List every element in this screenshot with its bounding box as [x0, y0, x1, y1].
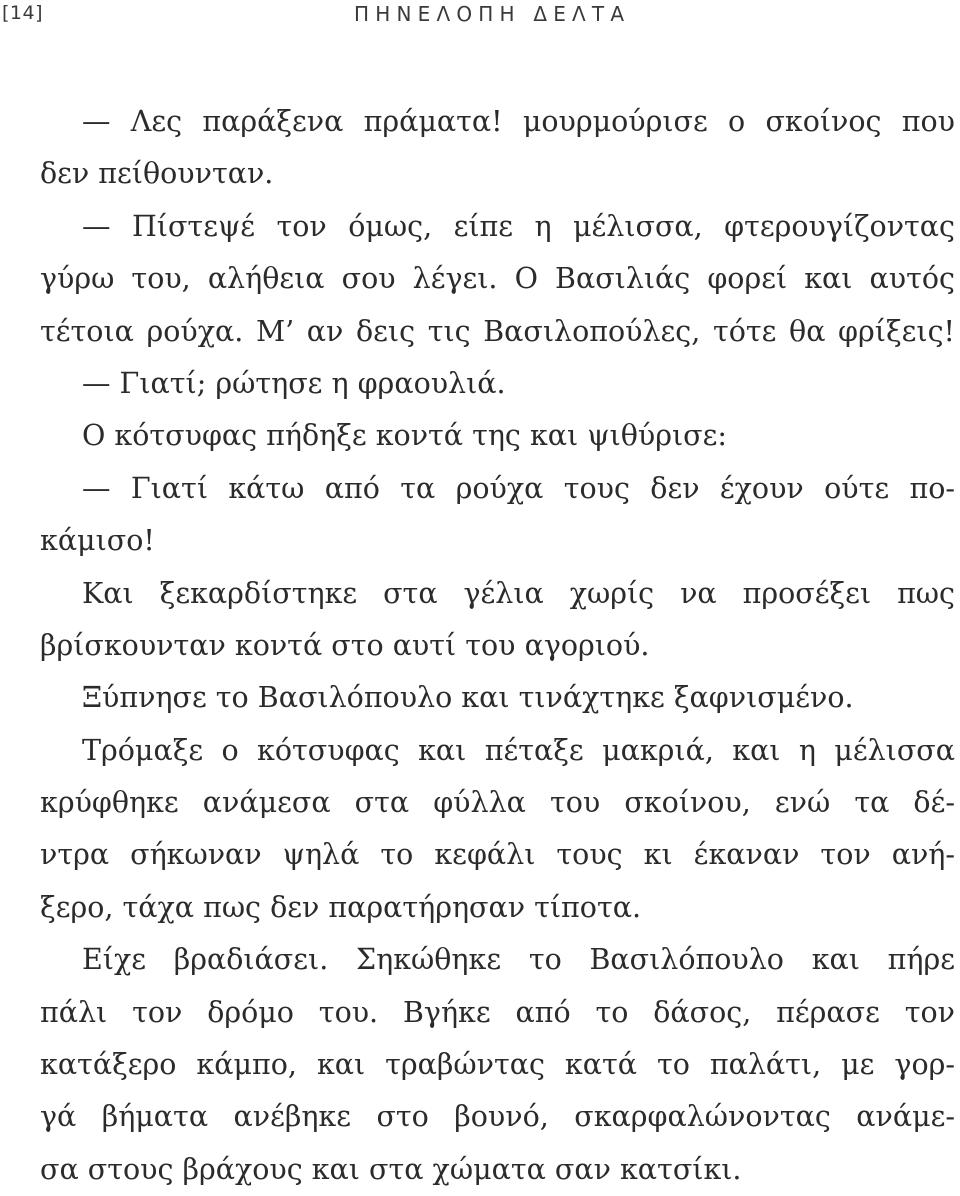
text-line: γά βήματα ανέβηκε στο βουνό, σκαρφαλώνοντας ανάμε- [40, 1100, 955, 1134]
text-line: Ο κότσυφας πήδηξε κοντά της και ψιθύρισε: [82, 419, 728, 453]
text-line: ξερο, τάχα πως δεν παρατήρησαν τίποτα. [40, 890, 642, 924]
text-line: Και ξεκαρδίστηκε στα γέλια χωρίς να προσέξει πως [82, 576, 955, 610]
text-line: τέτοια ρούχα. Μ’ αν δεις τις Βασιλοπούλες, τότε θα φρίξεις! [40, 314, 955, 348]
text-line: — Πίστεψέ τον όμως, είπε η μέλισσα, φτερουγίζοντας [82, 209, 955, 243]
body-text [40, 96, 955, 1196]
text-line: βρίσκουνταν κοντά στο αυτί του αγοριού. [40, 628, 650, 662]
text-line: δεν πείθουνταν. [40, 157, 274, 191]
text-line: κατάξερο κάμπο, και τραβώντας κατά το παλάτι, με γορ- [40, 1048, 955, 1082]
text-line: κρύφθηκε ανάμεσα στα φύλλα του σκοίνου, ενώ τα δέ- [40, 786, 955, 820]
text-line: σα στους βράχους και στα χώματα σαν κατσίκι. [40, 1152, 742, 1186]
text-line: — Λες παράξενα πράματα! μουρμούρισε ο σκοίνος που [82, 105, 955, 138]
text-line: Είχε βραδιάσει. Σηκώθηκε το Βασιλόπουλο και πήρε [82, 943, 955, 977]
page-number: [14] [2, 2, 44, 24]
text-line: Τρόμαξε ο κότσυφας και πέταξε μακριά, και η μέλισσα [82, 733, 955, 767]
text-line: κάμισο! [40, 524, 155, 558]
text-line: — Γιατί; ρώτησε η φραουλιά. [82, 366, 506, 400]
text-line: ντρα σήκωναν ψηλά το κεφάλι τους κι έκαναν τον ανή- [40, 838, 955, 872]
text-line: γύρω του, αλήθεια σου λέγει. Ο Βασιλιάς φορεί και αυτός [40, 262, 955, 296]
text-line: — Γιατί κάτω από τα ρούχα τους δεν έχουν ούτε πο- [82, 471, 955, 505]
page-header [0, 2, 960, 32]
text-line: πάλι τον δρόμο του. Βγήκε από το δάσος, πέρασε τον [40, 995, 955, 1029]
text-line: Ξύπνησε το Βασιλόπουλο και τινάχτηκε ξαφνισμένο. [82, 681, 854, 715]
running-head: ΠΗΝΕΛΟΠΗ ΔΕΛΤΑ [354, 2, 631, 26]
